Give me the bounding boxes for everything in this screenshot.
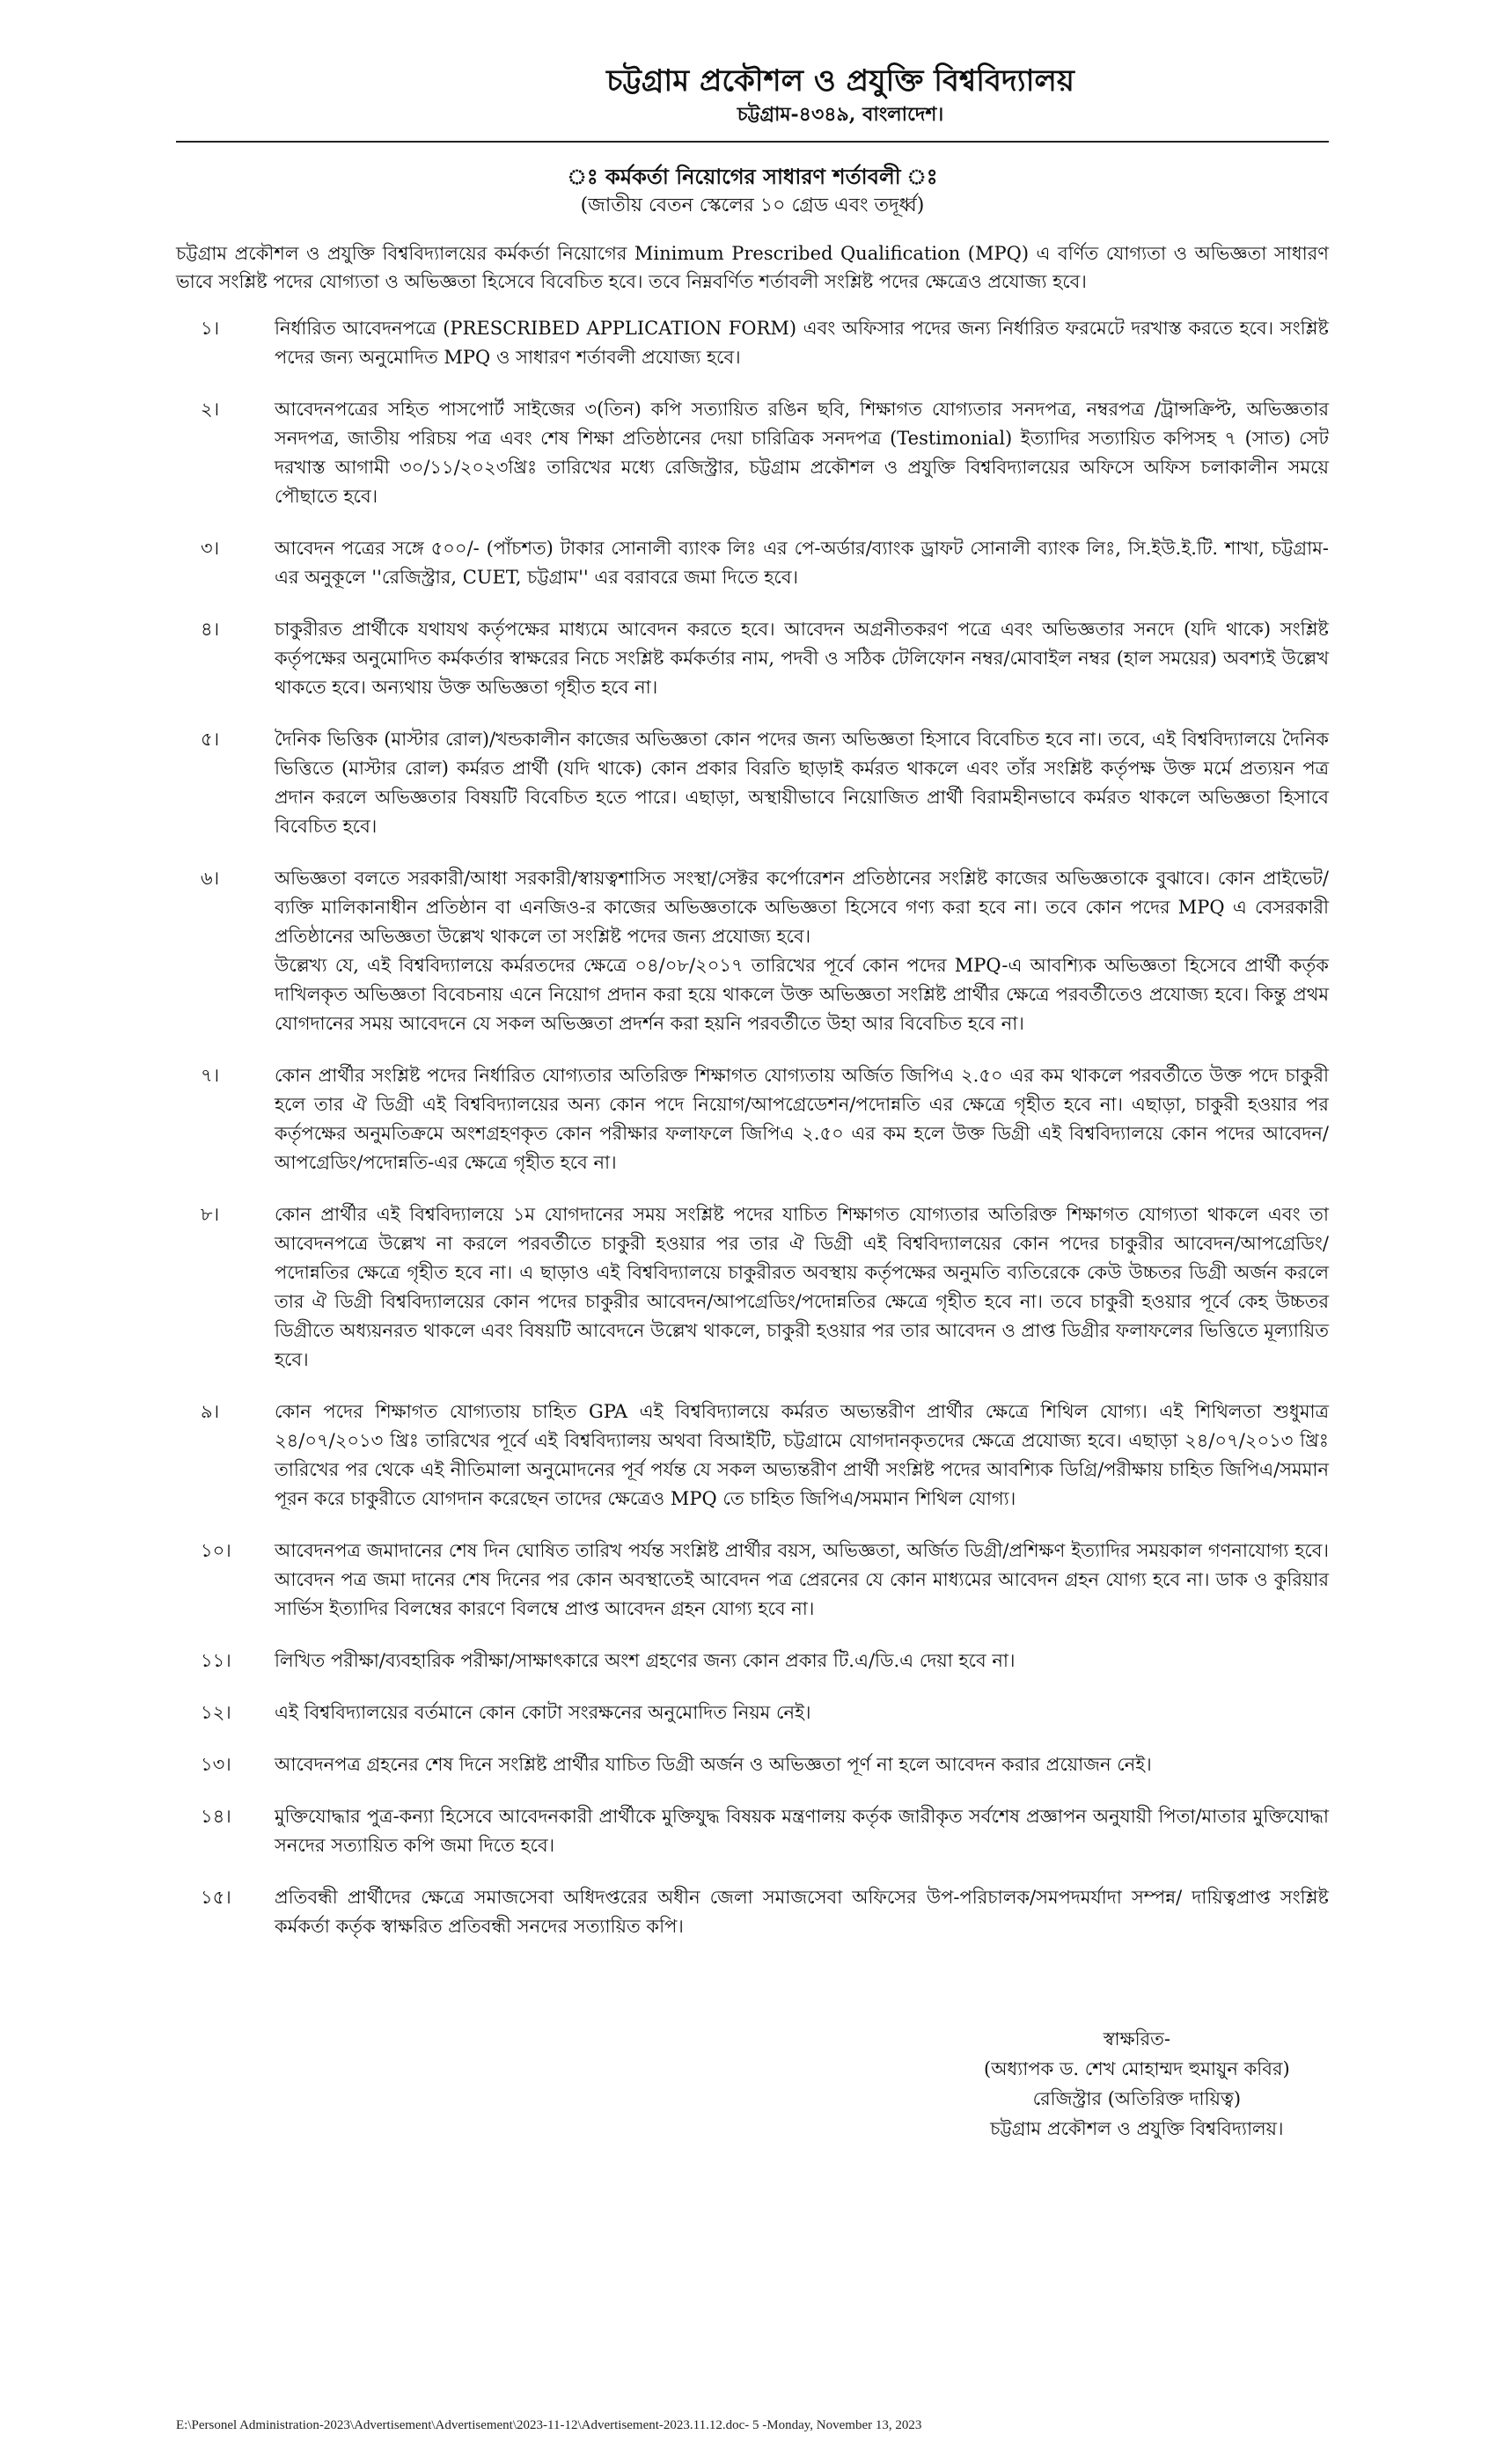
item-text: মুক্তিযোদ্ধার পুত্র-কন্যা হিসেবে আবেদনকারী প্রার্থীকে মুক্তিযুদ্ধ বিষয়ক মন্ত্রণালয় কর্তৃক জারীকৃত সর্বশেষ প্রজ্ঞাপন অনুযায়ী পিতা/মাতার মুক্তিযোদ্ধা সনদের সত্যায়িত কপি জমা দিতে হবে।: [275, 1806, 1329, 1856]
conditions-list: [176, 314, 1329, 1941]
item-text: দৈনিক ভিত্তিক (মাস্টার রোল)/খন্ডকালীন কাজের অভিজ্ঞতা কোন পদের জন্য অভিজ্ঞতা হিসাবে বিবেচিত হবে না। তবে, এই বিশ্ববিদ্যালয়ে দৈনিক ভিত্তিতে (মাস্টার রোল) কর্মরত প্রার্থী (যদি থাকে) কোন প্রকার বিরতি ছাড়াই কর্মরত থাকলে এবং তাঁর সংশ্লিষ্ট কর্তৃপক্ষ উক্ত মর্মে প্রত্যয়ন পত্র প্রদান করলে অভিজ্ঞতার বিষয়টি বিবেচিত হতে পারে। এছাড়া, অস্থায়ীভাবে নিয়োজিত প্রার্থী বিরামহীনভাবে কর্মরত থাকলে অভিজ্ঞতা হিসাবে বিবেচিত হবে।: [275, 729, 1329, 837]
signatory-designation: রেজিস্ট্রার (অতিরিক্ত দায়িত্ব): [1032, 2088, 1242, 2109]
signature-block: [984, 2024, 1290, 2144]
item-text-part-2: উল্লেখ্য যে, এই বিশ্ববিদ্যালয়ে কর্মরতদের ক্ষেত্রে ০৪/০৮/২০১৭ তারিখের পূর্বে কোন পদের MPQ-এ আবশ্যিক অভিজ্ঞতা হিসেবে প্রার্থী কর্তৃক দাখিলকৃত অভিজ্ঞতা বিবেচনায় এনে নিয়োগ প্রদান করা হয়ে থাকলে উক্ত অভিজ্ঞতা সংশ্লিষ্ট প্রার্থীর ক্ষেত্রে পরবর্তীতেও প্রযোজ্য হবে। কিন্তু প্রথম যোগদানের সময় আবেদনে যে সকল অভিজ্ঞতা প্রদর্শন করা হয়নি পরবর্তীতে উহা আর বিবেচিত হবে না।: [275, 955, 1329, 1034]
list-item: [176, 1802, 1329, 1860]
item-number: ১৩।: [201, 1754, 231, 1775]
item-text-part-1: অভিজ্ঞতা বলতে সরকারী/আধা সরকারী/স্বায়ত্বশাসিত সংস্থা/সেক্টর কর্পোরেশন প্রতিষ্ঠানের সংশ্লিষ্ট কাজের অভিজ্ঞতাকে বুঝাবে। কোন প্রাইভেট/ব্যক্তি মালিকানাধীন প্রতিষ্ঠান বা এনজিও-র কাজের অভিজ্ঞতাকে অভিজ্ঞতা হিসেবে গণ্য করা হবে না। তবে কোন পদের MPQ এ বেসরকারী প্রতিষ্ঠানের অভিজ্ঞতা উল্লেখ থাকলে তা সংশ্লিষ্ট পদের জন্য প্রযোজ্য হবে।: [275, 868, 1329, 947]
list-item: [176, 725, 1329, 841]
letterhead: [352, 62, 1329, 128]
title-block: [176, 162, 1329, 220]
list-item: [176, 1698, 1329, 1727]
item-text: আবেদনপত্র জমাদানের শেষ দিন ঘোষিত তারিখ পর্যন্ত সংশ্লিষ্ট প্রার্থীর বয়স, অভিজ্ঞতা, অর্জিত ডিগ্রী/প্রশিক্ষণ ইত্যাদির সময়কাল গণনাযোগ্য হবে। আবেদন পত্র জমা দানের শেষ দিনের পর কোন অবস্থাতেই আবেদন পত্র প্রেরনের যে কোন মাধ্যমের আবেদন গ্রহন যোগ্য হবে না। ডাক ও কুরিয়ার সার্ভিস ইত্যাদির বিলম্বের কারণে বিলম্বে প্রাপ্ত আবেদন গ্রহন যোগ্য হবে না।: [275, 1540, 1329, 1619]
signatory-institution: চট্টগ্রাম প্রকৌশল ও প্রযুক্তি বিশ্ববিদ্যালয়।: [990, 2118, 1284, 2139]
list-item: [176, 1883, 1329, 1941]
header-divider: [176, 141, 1329, 143]
list-item: [176, 314, 1329, 372]
item-number: ৩।: [201, 538, 220, 559]
item-number: ১০।: [201, 1540, 231, 1561]
item-number: ৪।: [201, 619, 220, 640]
item-text: প্রতিবন্ধী প্রার্থীদের ক্ষেত্রে সমাজসেবা অধিদপ্তরের অধীন জেলা সমাজসেবা অফিসের উপ-পরিচালক/সমপদমর্যাদা সম্পন্ন/ দায়িত্বপ্রাপ্ত সংশ্লিষ্ট কর্মকর্তা কর্তৃক স্বাক্ষরিত প্রতিবন্ধী সনদের সত্যায়িত কপি।: [275, 1887, 1329, 1937]
list-item: [176, 1061, 1329, 1177]
item-text: কোন পদের শিক্ষাগত যোগ্যতায় চাহিত GPA এই বিশ্ববিদ্যালয়ে কর্মরত অভ্যন্তরীণ প্রার্থীর ক্ষেত্রে শিথিল যোগ্য। এই শিথিলতা শুধুমাত্র ২৪/০৭/২০১৩ খ্রিঃ তারিখের পূর্বে এই বিশ্ববিদ্যালয় অথবা বিআইটি, চট্টগ্রামে যোগদানকৃতদের ক্ষেত্রে প্রযোজ্য হবে। এছাড়া ২৪/০৭/২০১৩ খ্রিঃ তারিখের পর থেকে এই নীতিমালা অনুমোদনের পূর্ব পর্যন্ত যে সকল অভ্যন্তরীণ প্রার্থী সংশ্লিষ্ট পদের আবশ্যিক ডিগ্রি/পরীক্ষায় চাহিত জিপিএ/সমমান পূরন করে চাকুরীতে যোগদান করেছেন তাদের ক্ষেত্রেও MPQ তে চাহিত জিপিএ/সমমান শিথিল যোগ্য।: [275, 1401, 1329, 1509]
item-number: ২।: [201, 399, 220, 420]
item-number: ৬।: [201, 868, 220, 889]
signature-label: স্বাক্ষরিত-: [1103, 2028, 1171, 2050]
university-name: চট্টগ্রাম প্রকৌশল ও প্রযুক্তি বিশ্ববিদ্যালয়: [606, 63, 1074, 99]
list-item: [176, 864, 1329, 1038]
item-text: লিখিত পরীক্ষা/ব্যবহারিক পরীক্ষা/সাক্ষাৎকারে অংশ গ্রহণের জন্য কোন প্রকার টি.এ/ডি.এ দেয়া হবে না।: [275, 1650, 1016, 1671]
item-number: ১৪।: [201, 1806, 231, 1827]
university-address: চট্টগ্রাম-৪৩৪৯, বাংলাদেশ।: [737, 103, 944, 126]
signatory-name: (অধ্যাপক ড. শেখ মোহাম্মদ হুমায়ুন কবির): [984, 2058, 1290, 2079]
item-text: আবেদনপত্রের সহিত পাসপোর্ট সাইজের ৩(তিন) কপি সত্যায়িত রঙিন ছবি, শিক্ষাগত যোগ্যতার সনদপত্র, নম্বরপত্র /ট্রান্সক্রিপ্ট, অভিজ্ঞতার সনদপত্র, জাতীয় পরিচয় পত্র এবং শেষ শিক্ষা প্রতিষ্ঠানের দেয়া চারিত্রিক সনদপত্র (Testimonial) ইত্যাদির সত্যায়িত কপিসহ ৭ (সাত) সেট দরখাস্ত আগামী ৩০/১১/২০২৩খ্রিঃ তারিখের মধ্যে রেজিস্ট্রার, চট্টগ্রাম প্রকৌশল ও প্রযুক্তি বিশ্ববিদ্যালয়ের অফিসে অফিস চলাকালীন সময়ে পৌছাতে হবে।: [275, 399, 1329, 507]
list-item: [176, 1646, 1329, 1676]
item-number: ১২।: [201, 1702, 231, 1723]
item-number: ৮।: [201, 1204, 220, 1225]
intro-paragraph: চট্টগ্রাম প্রকৌশল ও প্রযুক্তি বিশ্ববিদ্যালয়ের কর্মকর্তা নিয়োগের Minimum Prescribed Qualification (MPQ) এ বর্ণিত যোগ্যতা ও অভিজ্ঞতা সাধারণ ভাবে সংশ্লিষ্ট পদের যোগ্যতা ও অভিজ্ঞতা হিসেবে বিবেচিত হবে। তবে নিম্নবর্ণিত শর্তাবলী সংশ্লিষ্ট পদের ক্ষেত্রেও প্রযোজ্য হবে।: [176, 243, 1329, 292]
item-text: চাকুরীরত প্রার্থীকে যথাযথ কর্তৃপক্ষের মাধ্যমে আবেদন করতে হবে। আবেদন অগ্রনীতকরণ পত্রে এবং অভিজ্ঞতার সনদে (যদি থাকে) সংশ্লিষ্ট কর্তৃপক্ষের অনুমোদিত কর্মকর্তার স্বাক্ষরের নিচে সংশ্লিষ্ট কর্মকর্তার নাম, পদবী ও সঠিক টেলিফোন নম্বর/মোবাইল নম্বর (হাল সময়ের) অবশ্যই উল্লেখ থাকতে হবে। অন্যথায় উক্ত অভিজ্ঞতা গৃহীত হবে না।: [275, 619, 1329, 698]
item-number: ৫।: [201, 729, 220, 750]
item-text: এই বিশ্ববিদ্যালয়ের বর্তমানে কোন কোটা সংরক্ষনের অনুমোদিত নিয়ম নেই।: [275, 1702, 811, 1723]
item-text: [275, 864, 1329, 1038]
item-number: ১।: [201, 318, 220, 339]
document-title: ঃ কর্মকর্তা নিয়োগের সাধারণ শর্তাবলী ঃ: [567, 164, 938, 189]
list-item: [176, 1750, 1329, 1779]
list-item: [176, 395, 1329, 511]
list-item: [176, 534, 1329, 592]
item-number: ৭।: [201, 1065, 220, 1086]
item-text: কোন প্রার্থীর এই বিশ্ববিদ্যালয়ে ১ম যোগদানের সময় সংশ্লিষ্ট পদের যাচিত শিক্ষাগত যোগ্যতার অতিরিক্ত শিক্ষাগত যোগ্যতা থাকলে এবং তা আবেদনপত্রে উল্লেখ না করলে পরবর্তীতে চাকুরী হওয়ার পর তার ঐ ডিগ্রী এই বিশ্ববিদ্যালয়ের কোন পদের চাকুরীর আবেদন/আপগ্রেডিং/পদোন্নতির ক্ষেত্রে গৃহীত হবে না। এ ছাড়াও এই বিশ্ববিদ্যালয়ে চাকুরীরত অবস্থায় কর্তৃপক্ষের অনুমতি ব্যতিরেকে কেউ উচ্চতর ডিগ্রী অর্জন করলে তার ঐ ডিগ্রী বিশ্ববিদ্যালয়ের কোন পদের চাকুরীর আবেদন/আপগ্রেডিং/পদোন্নতির ক্ষেত্রে গৃহীত হবে না। তবে চাকুরী হওয়ার পূর্বে কেহ উচ্চতর ডিগ্রীতে অধ্যয়নরত থাকলে এবং বিষয়টি আবেদনে উল্লেখ থাকলে, চাকুরী হওয়ার পর তার আবেদন ও প্রাপ্ত ডিগ্রীর ফলাফলের ভিত্তিতে মূল্যায়িত হবে।: [275, 1204, 1329, 1370]
item-text: কোন প্রার্থীর সংশ্লিষ্ট পদের নির্ধারিত যোগ্যতার অতিরিক্ত শিক্ষাগত যোগ্যতায় অর্জিত জিপিএ ২.৫০ এর কম থাকলে পরবর্তীতে উক্ত পদে চাকুরী হলে তার ঐ ডিগ্রী এই বিশ্ববিদ্যালয়ের অন্য কোন পদে নিয়োগ/আপগ্রেডেশন/পদোন্নতি এর ক্ষেত্রে গৃহীত হবে না। এছাড়া, চাকুরী হওয়ার পর কর্তৃপক্ষের অনুমতিক্রমে অংশগ্রহণকৃত কোন পরীক্ষার ফলাফলে জিপিএ ২.৫০ এর কম হলে উক্ত ডিগ্রী এই বিশ্ববিদ্যালয়ে কোন পদের আবেদন/আপগ্রেডিং/পদোন্নতি-এর ক্ষেত্রে গৃহীত হবে না।: [275, 1065, 1329, 1173]
file-path-footer: E:\Personel Administration-2023\Advertisement\Advertisement\2023-11-12\Advertisement-2023.11.12.doc- 5 -Monday, November 13, 2023: [176, 2418, 922, 2432]
list-item: [176, 1536, 1329, 1624]
document-subtitle: (জাতীয় বেতন স্কেলের ১০ গ্রেড এবং তদূর্ধ্ব): [580, 194, 925, 216]
item-number: ১৫।: [201, 1887, 231, 1908]
item-number: ১১।: [201, 1650, 231, 1671]
item-text: নির্ধারিত আবেদনপত্রে (PRESCRIBED APPLICATION FORM) এবং অফিসার পদের জন্য নির্ধারিত ফরমেটে দরখাস্ত করতে হবে। সংশ্লিষ্ট পদের জন্য অনুমোদিত MPQ ও সাধারণ শর্তাবলী প্রযোজ্য হবে।: [275, 318, 1329, 368]
document-page: [176, 62, 1329, 1964]
item-number: ৯।: [201, 1401, 220, 1422]
list-item: [176, 1397, 1329, 1514]
list-item: [176, 615, 1329, 702]
item-text: আবেদনপত্র গ্রহনের শেষ দিনে সংশ্লিষ্ট প্রার্থীর যাচিত ডিগ্রী অর্জন ও অভিজ্ঞতা পূর্ণ না হলে আবেদন করার প্রয়োজন নেই।: [275, 1754, 1152, 1775]
list-item: [176, 1200, 1329, 1375]
item-text: আবেদন পত্রের সঙ্গে ৫০০/- (পাঁচশত) টাকার সোনালী ব্যাংক লিঃ এর পে-অর্ডার/ব্যাংক ড্রাফট সোনালী ব্যাংক লিঃ, সি.ইউ.ই.টি. শাখা, চট্টগ্রাম-এর অনুকূলে ''রেজিস্ট্রার, CUET, চট্টগ্রাম'' এর বরাবরে জমা দিতে হবে।: [275, 538, 1329, 588]
